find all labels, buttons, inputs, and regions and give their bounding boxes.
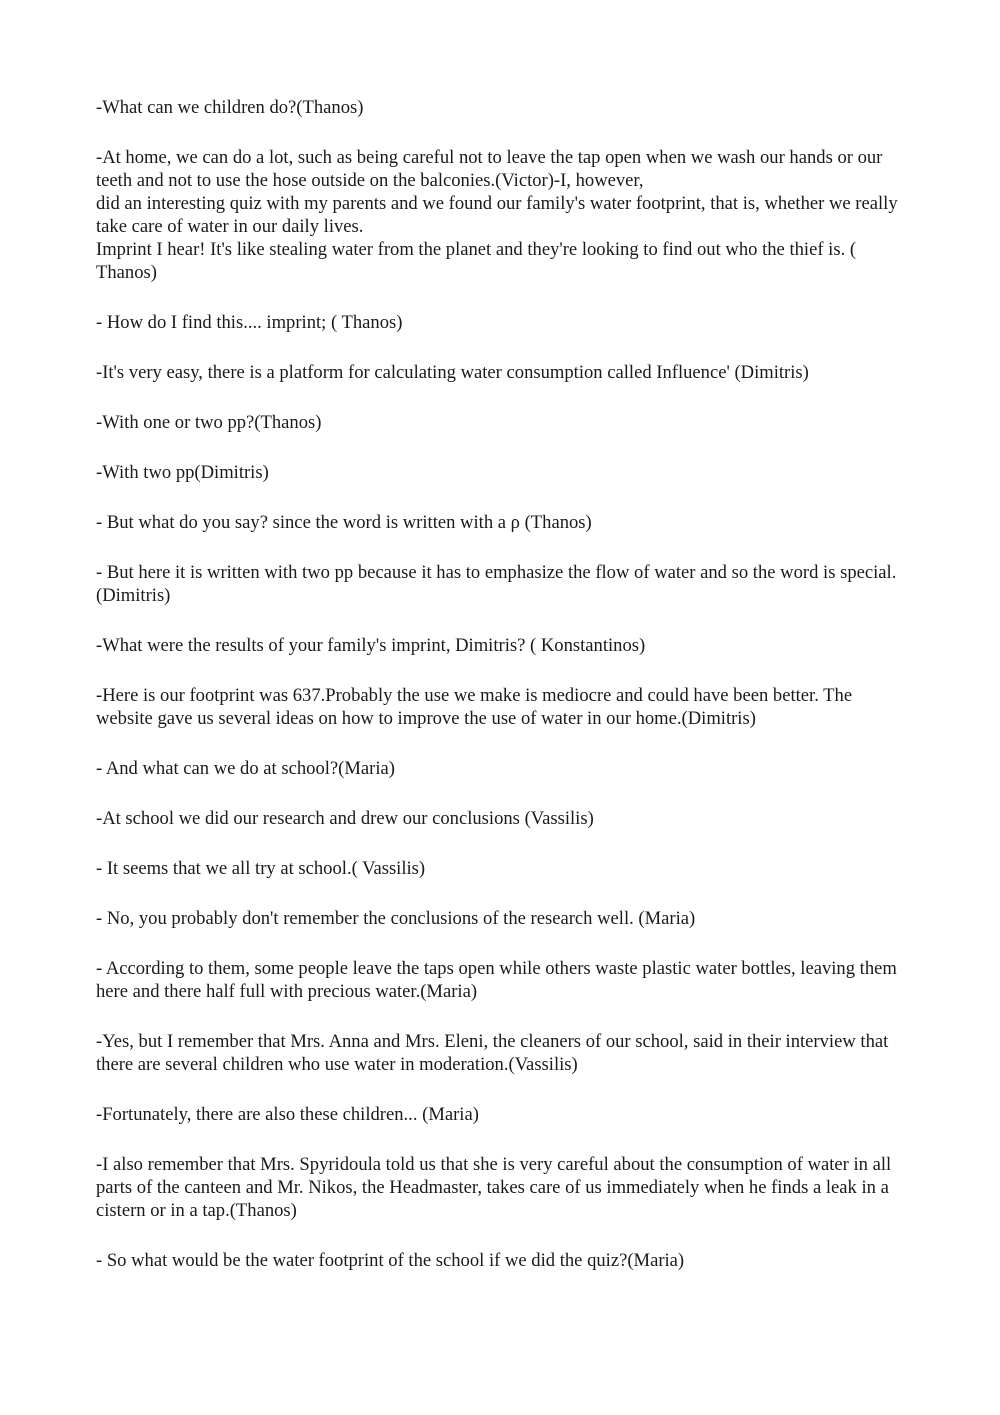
dialogue-paragraph-7: - But what do you say? since the word is written with a ρ (Thanos)	[96, 512, 592, 533]
dialogue-paragraph-2: -At home, we can do a lot, such as being careful not to leave the tap open when we wash our hands or our teeth and not to use the hose outside on the balconies.(Victor)-I, however, did an interesting quiz with my parents and we found our family's water footprint, that is, whether we really take care of water in our daily lives. Imprint I hear! It's like stealing water from the planet and they're looking to find out who the thief is. ( Thanos)	[96, 147, 898, 283]
dialogue-paragraph-9: -What were the results of your family's imprint, Dimitris? ( Konstantinos)	[96, 635, 646, 656]
dialogue-paragraph-1: -What can we children do?(Thanos)	[96, 97, 364, 118]
dialogue-paragraph-19: - So what would be the water footprint of the school if we did the quiz?(Maria)	[96, 1250, 685, 1271]
dialogue-paragraph-18: -I also remember that Mrs. Spyridoula told us that she is very careful about the consumption of water in all parts of the canteen and Mr. Nikos, the Headmaster, takes care of us immediately when he finds a leak in a cistern or in a tap.(Thanos)	[96, 1154, 892, 1221]
dialogue-paragraph-10: -Here is our footprint was 637.Probably the use we make is mediocre and could have been better. The website gave us several ideas on how to improve the use of water in our home.(Dimitris)	[96, 685, 853, 729]
dialogue-paragraph-4: -It's very easy, there is a platform for calculating water consumption called Influence' (Dimitris)	[96, 362, 809, 383]
dialogue-paragraph-11: - And what can we do at school?(Maria)	[96, 758, 395, 779]
document-page	[96, 96, 906, 1299]
dialogue-paragraph-6: -With two pp(Dimitris)	[96, 462, 269, 483]
dialogue-paragraph-15: - According to them, some people leave the taps open while others waste plastic water bottles, leaving them here and there half full with precious water.(Maria)	[96, 958, 897, 1002]
dialogue-paragraph-8: - But here it is written with two pp because it has to emphasize the flow of water and so the word is special.(Dimitris)	[96, 562, 897, 606]
dialogue-paragraph-17: -Fortunately, there are also these children... (Maria)	[96, 1104, 479, 1125]
dialogue-paragraph-3: - How do I find this.... imprint; ( Thanos)	[96, 312, 403, 333]
dialogue-paragraph-14: - No, you probably don't remember the conclusions of the research well. (Maria)	[96, 908, 696, 929]
dialogue-paragraph-13: - It seems that we all try at school.( Vassilis)	[96, 858, 426, 879]
dialogue-paragraph-12: -At school we did our research and drew our conclusions (Vassilis)	[96, 808, 594, 829]
dialogue-paragraph-5: -With one or two pp?(Thanos)	[96, 412, 322, 433]
dialogue-paragraph-16: -Yes, but I remember that Mrs. Anna and Mrs. Eleni, the cleaners of our school, said in their interview that there are several children who use water in moderation.(Vassilis)	[96, 1031, 889, 1075]
